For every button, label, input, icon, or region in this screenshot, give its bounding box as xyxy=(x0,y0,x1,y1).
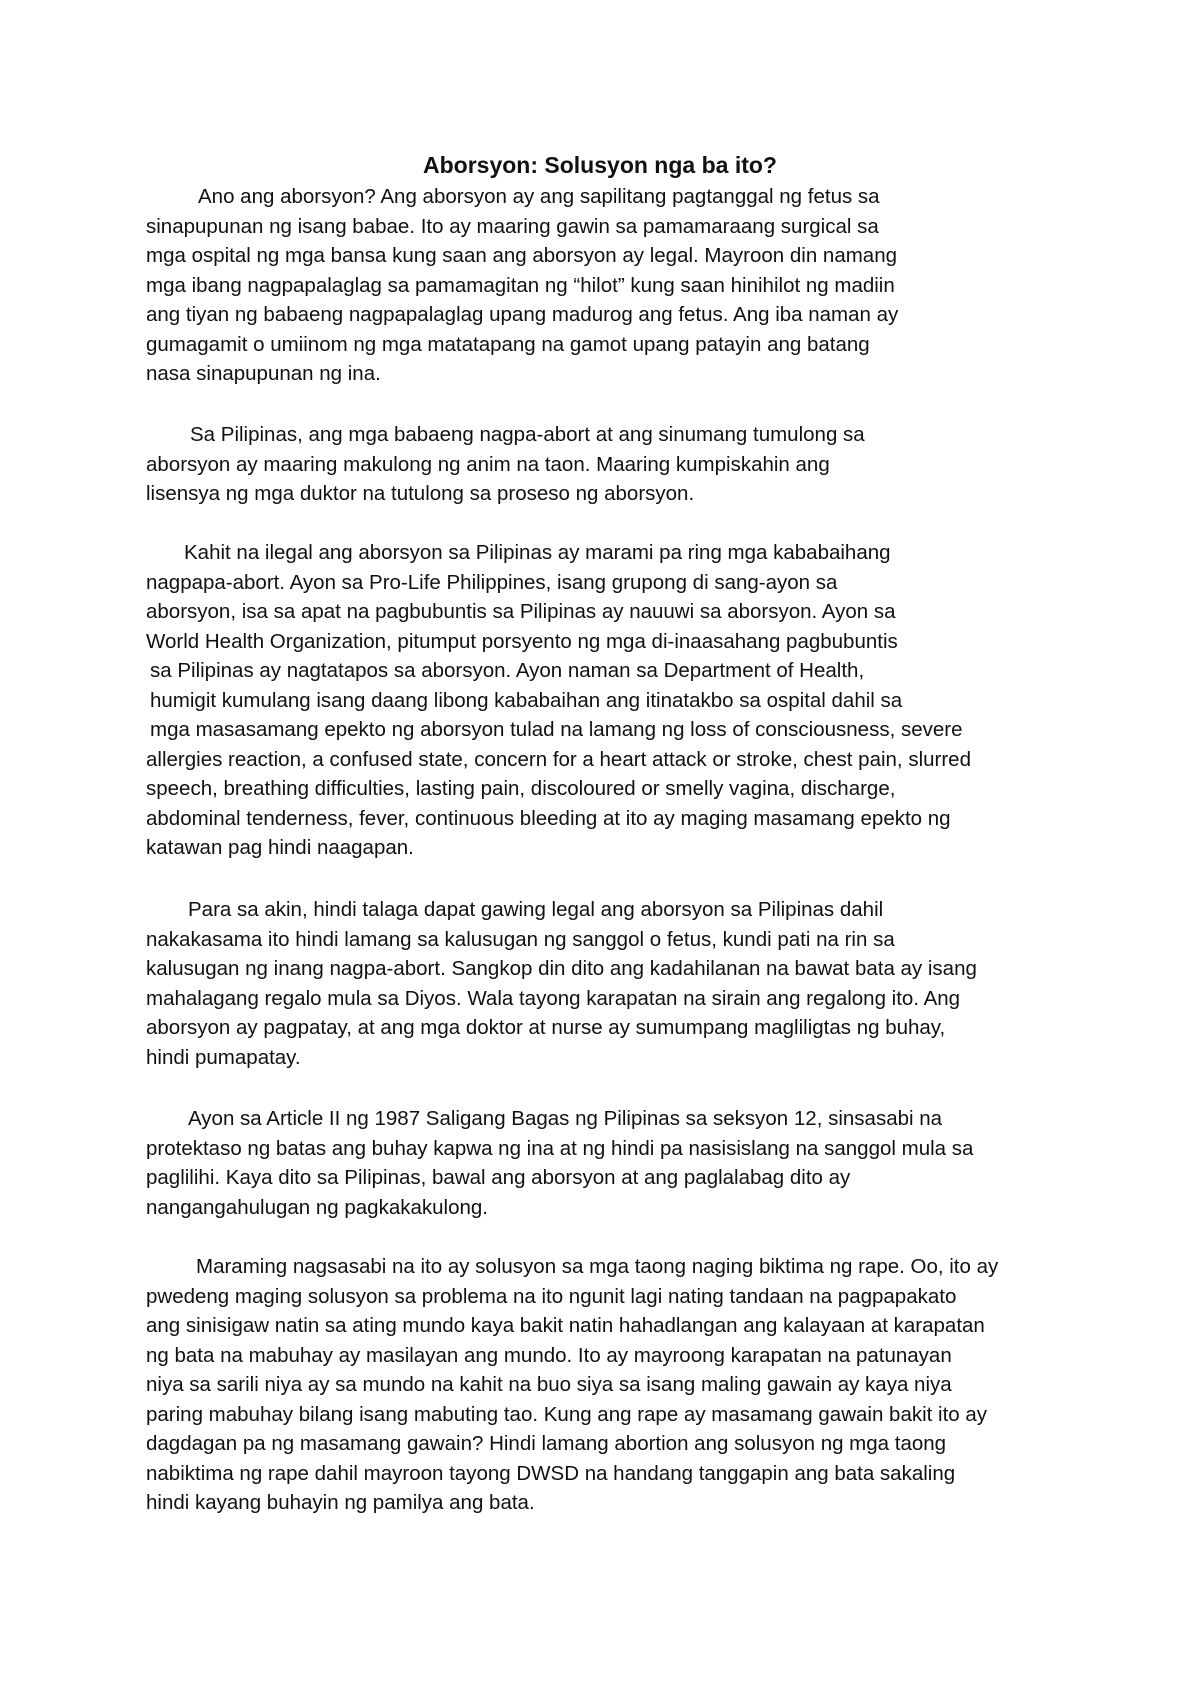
paragraph-line: sinapupunan ng isang babae. Ito ay maaring gawin sa pamamaraang surgical sa xyxy=(146,214,879,238)
paragraph-line: nasa sinapupunan ng ina. xyxy=(146,362,381,385)
paragraph-2 xyxy=(146,420,865,509)
paragraph-line: aborsyon, isa sa apat na pagbubuntis sa Pilipinas ay nauuwi sa aborsyon. Ayon sa xyxy=(146,600,896,623)
paragraph-3 xyxy=(146,538,971,863)
paragraph-line: dagdagan pa ng masamang gawain? Hindi lamang abortion ang solusyon ng mga taong xyxy=(146,1432,947,1455)
paragraph-line: ang sinisigaw natin sa ating mundo kaya bakit natin hahadlangan ang kalayaan at karapatan xyxy=(146,1314,985,1337)
paragraph-line: kalusugan ng inang nagpa-abort. Sangkop din dito ang kadahilanan na bawat bata ay isang xyxy=(146,957,977,980)
paragraph-line: allergies reaction, a confused state, concern for a heart attack or stroke, chest pain, slurred xyxy=(146,747,971,771)
paragraph-line: hindi pumapatay. xyxy=(146,1045,301,1069)
paragraph-line: protektaso ng batas ang buhay kapwa ng ina at ng hindi pa nasisislang na sanggol mula sa xyxy=(146,1136,974,1160)
paragraph-line: Ano ang aborsyon? Ang aborsyon ay ang sapilitang pagtanggal ng fetus sa xyxy=(198,185,880,208)
paragraph-line: aborsyon ay maaring makulong ng anim na taon. Maaring kumpiskahin ang xyxy=(146,452,830,476)
paragraph-line: gumagamit o umiinom ng mga matatapang na gamot upang patayin ang batang xyxy=(146,332,870,356)
paragraph-line: katawan pag hindi naagapan. xyxy=(146,836,414,859)
paragraph-line: World Health Organization, pitumput porsyento ng mga di-inaasahang pagbubuntis xyxy=(146,629,898,653)
paragraph-line: hindi kayang buhayin ng pamilya ang bata. xyxy=(146,1491,535,1514)
paragraph-line: paglilihi. Kaya dito sa Pilipinas, bawal ang aborsyon at ang paglalabag dito ay xyxy=(146,1166,851,1189)
paragraph-line: mga ibang nagpapalaglag sa pamamagitan ng “hilot” kung saan hinihilot ng madiin xyxy=(146,273,895,297)
paragraph-line: humigit kumulang isang daang libong kababaihan ang itinatakbo sa ospital dahil sa xyxy=(150,688,903,712)
paragraph-6 xyxy=(146,1252,998,1518)
paragraph-1 xyxy=(146,182,898,389)
document-title: Aborsyon: Solusyon nga ba ito? xyxy=(423,152,777,178)
paragraph-line: sa Pilipinas ay nagtatapos sa aborsyon. Ayon naman sa Department of Health, xyxy=(150,659,865,682)
paragraph-line: nabiktima ng rape dahil mayroon tayong DWSD na handang tanggapin ang bata sakaling xyxy=(146,1461,956,1485)
paragraph-line: Sa Pilipinas, ang mga babaeng nagpa-abort at ang sinumang tumulong sa xyxy=(190,423,865,446)
paragraph-line: Ayon sa Article II ng 1987 Saligang Bagas ng Pilipinas sa seksyon 12, sinsasabi na xyxy=(188,1107,943,1130)
paragraph-line: aborsyon ay pagpatay, at ang mga doktor at nurse ay sumumpang magliligtas ng buhay, xyxy=(146,1016,946,1039)
paragraph-line: mga ospital ng mga bansa kung saan ang aborsyon ay legal. Mayroon din namang xyxy=(146,244,898,267)
paragraph-line: pwedeng maging solusyon sa problema na ito ngunit lagi nating tandaan na pagpapakato xyxy=(146,1284,957,1308)
paragraph-line: abdominal tenderness, fever, continuous bleeding at ito ay maging masamang epekto ng xyxy=(146,806,951,830)
paragraph-line: ng bata na mabuhay ay masilayan ang mundo. Ito ay mayroong karapatan na patunayan xyxy=(146,1343,952,1367)
paragraph-4 xyxy=(146,895,977,1072)
paragraph-line: niya sa sarili niya ay sa mundo na kahit na buo siya sa isang maling gawain ay kaya niya xyxy=(146,1373,952,1396)
paragraph-line: Kahit na ilegal ang aborsyon sa Pilipinas ay marami pa ring mga kababaihang xyxy=(184,541,891,564)
paragraph-line: lisensya ng mga duktor na tutulong sa proseso ng aborsyon. xyxy=(146,482,695,505)
paragraph-line: mga masasamang epekto ng aborsyon tulad na lamang ng loss of consciousness, severe xyxy=(150,718,963,741)
paragraph-line: nakakasama ito hindi lamang sa kalusugan ng sanggol o fetus, kundi pati na rin sa xyxy=(146,927,895,951)
paragraph-line: Maraming nagsasabi na ito ay solusyon sa mga taong naging biktima ng rape. Oo, ito ay xyxy=(196,1255,999,1278)
paragraph-line: paring mabuhay bilang isang mabuting tao. Kung ang rape ay masamang gawain bakit ito ay xyxy=(146,1402,988,1426)
paragraph-line: nagpapa-abort. Ayon sa Pro-Life Philippines, isang grupong di sang-ayon sa xyxy=(146,570,838,594)
paragraph-5 xyxy=(146,1104,973,1222)
paragraph-line: nangangahulugan ng pagkakakulong. xyxy=(146,1195,488,1219)
paragraph-line: Para sa akin, hindi talaga dapat gawing legal ang aborsyon sa Pilipinas dahil xyxy=(188,898,884,921)
paragraph-line: mahalagang regalo mula sa Diyos. Wala tayong karapatan na sirain ang regalong ito. Ang xyxy=(146,986,961,1010)
paragraph-line: ang tiyan ng babaeng nagpapalaglag upang madurog ang fetus. Ang iba naman ay xyxy=(146,303,899,326)
paragraph-line: speech, breathing difficulties, lasting pain, discoloured or smelly vagina, discharge, xyxy=(146,777,896,800)
